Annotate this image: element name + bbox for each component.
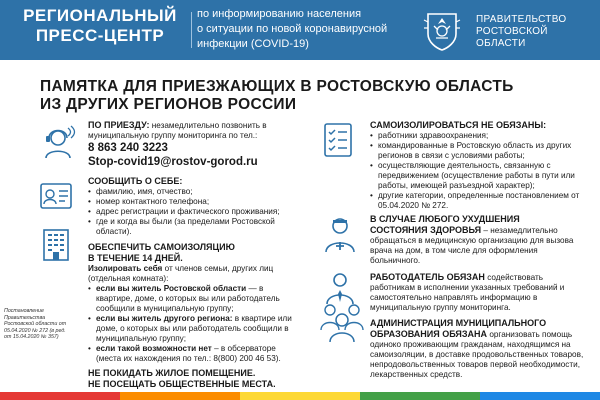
isolation-item3-text: – в обсерваторе (места их нахождения по тел.: 8(800) 200 46 53). — [96, 344, 281, 363]
report-item: • фамилию, имя, отчество; — [88, 187, 288, 197]
report-lead: СООБЩИТЬ О СЕБЕ: — [88, 176, 183, 186]
page-title — [40, 78, 580, 114]
isolation-item2-text: в квартире или доме, о которых вы или работодатель сообщили в муниципальную группу; — [96, 314, 292, 343]
header-subtitle — [197, 7, 407, 52]
isolation-item — [88, 344, 298, 364]
isolation-block — [88, 242, 298, 390]
health-lead2: СОСТОЯНИЯ ЗДОРОВЬЯ — [370, 225, 482, 235]
doctor-icon — [322, 214, 358, 254]
report-list — [88, 187, 288, 237]
isolation-lead1: ОБЕСПЕЧИТЬ САМОИЗОЛЯЦИЮ — [88, 242, 235, 252]
isolation-item1-bold: если вы житель Ростовской области — [96, 284, 247, 293]
isolation-item3-bold: если такой возможности нет — [96, 344, 212, 353]
monitoring-email[interactable]: Stop-covid19@rostov-gorod.ru — [88, 156, 258, 168]
warning-line1: НЕ ПОКИДАТЬ ЖИЛОЕ ПОМЕЩЕНИЕ. — [88, 368, 256, 378]
footer-stripe — [0, 392, 600, 400]
header-banner — [0, 0, 600, 60]
isolation-item — [88, 284, 298, 314]
isolation-lead2: В ТЕЧЕНИЕ 14 ДНЕЙ. — [88, 253, 183, 263]
decree-note: Постановление Правительства Ростовской области от 05.04.2020 № 272 (в ред. от 15.04.2020 № 357) — [4, 308, 67, 340]
admin-block — [370, 318, 592, 380]
title-line1: ПАМЯТКА ДЛЯ ПРИЕЗЖАЮЩИХ В РОСТОВСКУЮ ОБЛАСТЬ — [40, 78, 514, 95]
isolation-item — [88, 314, 298, 344]
government-label — [476, 14, 596, 50]
isolation-sub-bold: Изолировать себя — [88, 264, 163, 273]
government-line1: ПРАВИТЕЛЬСТВО — [476, 14, 567, 25]
subtitle-line1: по информированию населения — [197, 8, 362, 20]
exempt-item: • работники здравоохранения; — [370, 131, 590, 141]
exempt-item: • другие категории, определенные постановлением от 05.04.2020 № 272. — [370, 191, 590, 211]
building-icon — [38, 226, 74, 262]
admin-lead1: АДМИНИСТРАЦИЯ МУНИЦИПАЛЬНОГО — [370, 318, 547, 328]
admin-text: организовать помощь одиноко проживающим гражданам, находящимся на самоизоляции, в доставке продовольственных товаров, непродовольственных товаров первой необходимости, лекарственных средств. — [370, 330, 584, 379]
footer-stripe-orange — [120, 392, 240, 400]
employer-block — [370, 272, 590, 313]
monitoring-phone[interactable]: 8 863 240 3223 — [88, 142, 168, 154]
subtitle-line2: о ситуации по новой коронавирусной — [197, 23, 388, 35]
footer-stripe-red — [0, 392, 120, 400]
arrival-block — [88, 120, 288, 169]
health-lead1: В СЛУЧАЕ ЛЮБОГО УХУДШЕНИЯ — [370, 214, 520, 224]
government-line3: ОБЛАСТИ — [476, 38, 526, 49]
press-center-logo — [14, 6, 186, 46]
arrival-lead: ПО ПРИЕЗДУ: — [88, 120, 150, 130]
employer-lead: РАБОТОДАТЕЛЬ ОБЯЗАН — [370, 272, 485, 282]
admin-lead2: ОБРАЗОВАНИЯ ОБЯЗАНА — [370, 329, 488, 339]
report-block — [88, 176, 288, 237]
footer-stripe-blue — [480, 392, 600, 400]
footer-stripe-green — [360, 392, 480, 400]
health-text: – незамедлительно обращаться в медицинскую организацию для вызова врача на дом, в том числе для оформления больничного. — [370, 226, 574, 265]
exempt-lead: САМОИЗОЛИРОВАТЬСЯ НЕ ОБЯЗАНЫ: — [370, 120, 547, 130]
exempt-item: • командированные в Ростовскую область из других регионов в связи с условиями работы; — [370, 141, 590, 161]
phone-person-icon — [38, 122, 78, 162]
employer-text: содействовать работникам в исполнении указанных требований и самостоятельно направлять информацию в муниципальную группу мониторинга. — [370, 273, 565, 312]
checklist-icon — [320, 120, 356, 160]
group-people-icon — [318, 296, 366, 352]
report-item: • адрес регистрации и фактического проживания; — [88, 207, 288, 217]
subtitle-line3: инфекции (COVID-19) — [197, 38, 309, 50]
exempt-block — [370, 120, 590, 211]
isolation-item1-text: — в квартире, доме, о которых вы или работодатель сообщили в муниципальную группу; — [96, 284, 280, 313]
exempt-item: • осуществляющие деятельность, связанную с передвижением (осуществление работы в пути или работы, имеющей разъездной характер); — [370, 161, 590, 191]
isolation-list — [88, 284, 298, 364]
isolation-sub-text: от членов семьи, других лиц (отдельная комната): — [88, 264, 274, 283]
health-block — [370, 214, 590, 266]
isolation-item2-bold: если вы житель другого региона: — [96, 314, 233, 323]
title-line2: ИЗ ДРУГИХ РЕГИОНОВ РОССИИ — [40, 96, 297, 113]
header-divider — [191, 12, 192, 48]
exempt-list — [370, 131, 590, 211]
coat-of-arms-icon — [418, 6, 466, 54]
government-line2: РОСТОВСКОЙ — [476, 26, 548, 37]
footer-stripe-yellow — [240, 392, 360, 400]
report-item: • номер контактного телефона; — [88, 197, 288, 207]
report-item: • где и когда вы были (за пределами Ростовской области). — [88, 217, 288, 237]
id-card-icon — [38, 178, 74, 214]
press-center-line2: ПРЕСС-ЦЕНТР — [35, 26, 165, 45]
press-center-line1: РЕГИОНАЛЬНЫЙ — [23, 6, 177, 25]
warning-line2: НЕ ПОСЕЩАТЬ ОБЩЕСТВЕННЫЕ МЕСТА. — [88, 379, 276, 389]
arrival-text: незамедлительно позвонить в муниципальную группу мониторинга по тел.: — [88, 121, 267, 140]
